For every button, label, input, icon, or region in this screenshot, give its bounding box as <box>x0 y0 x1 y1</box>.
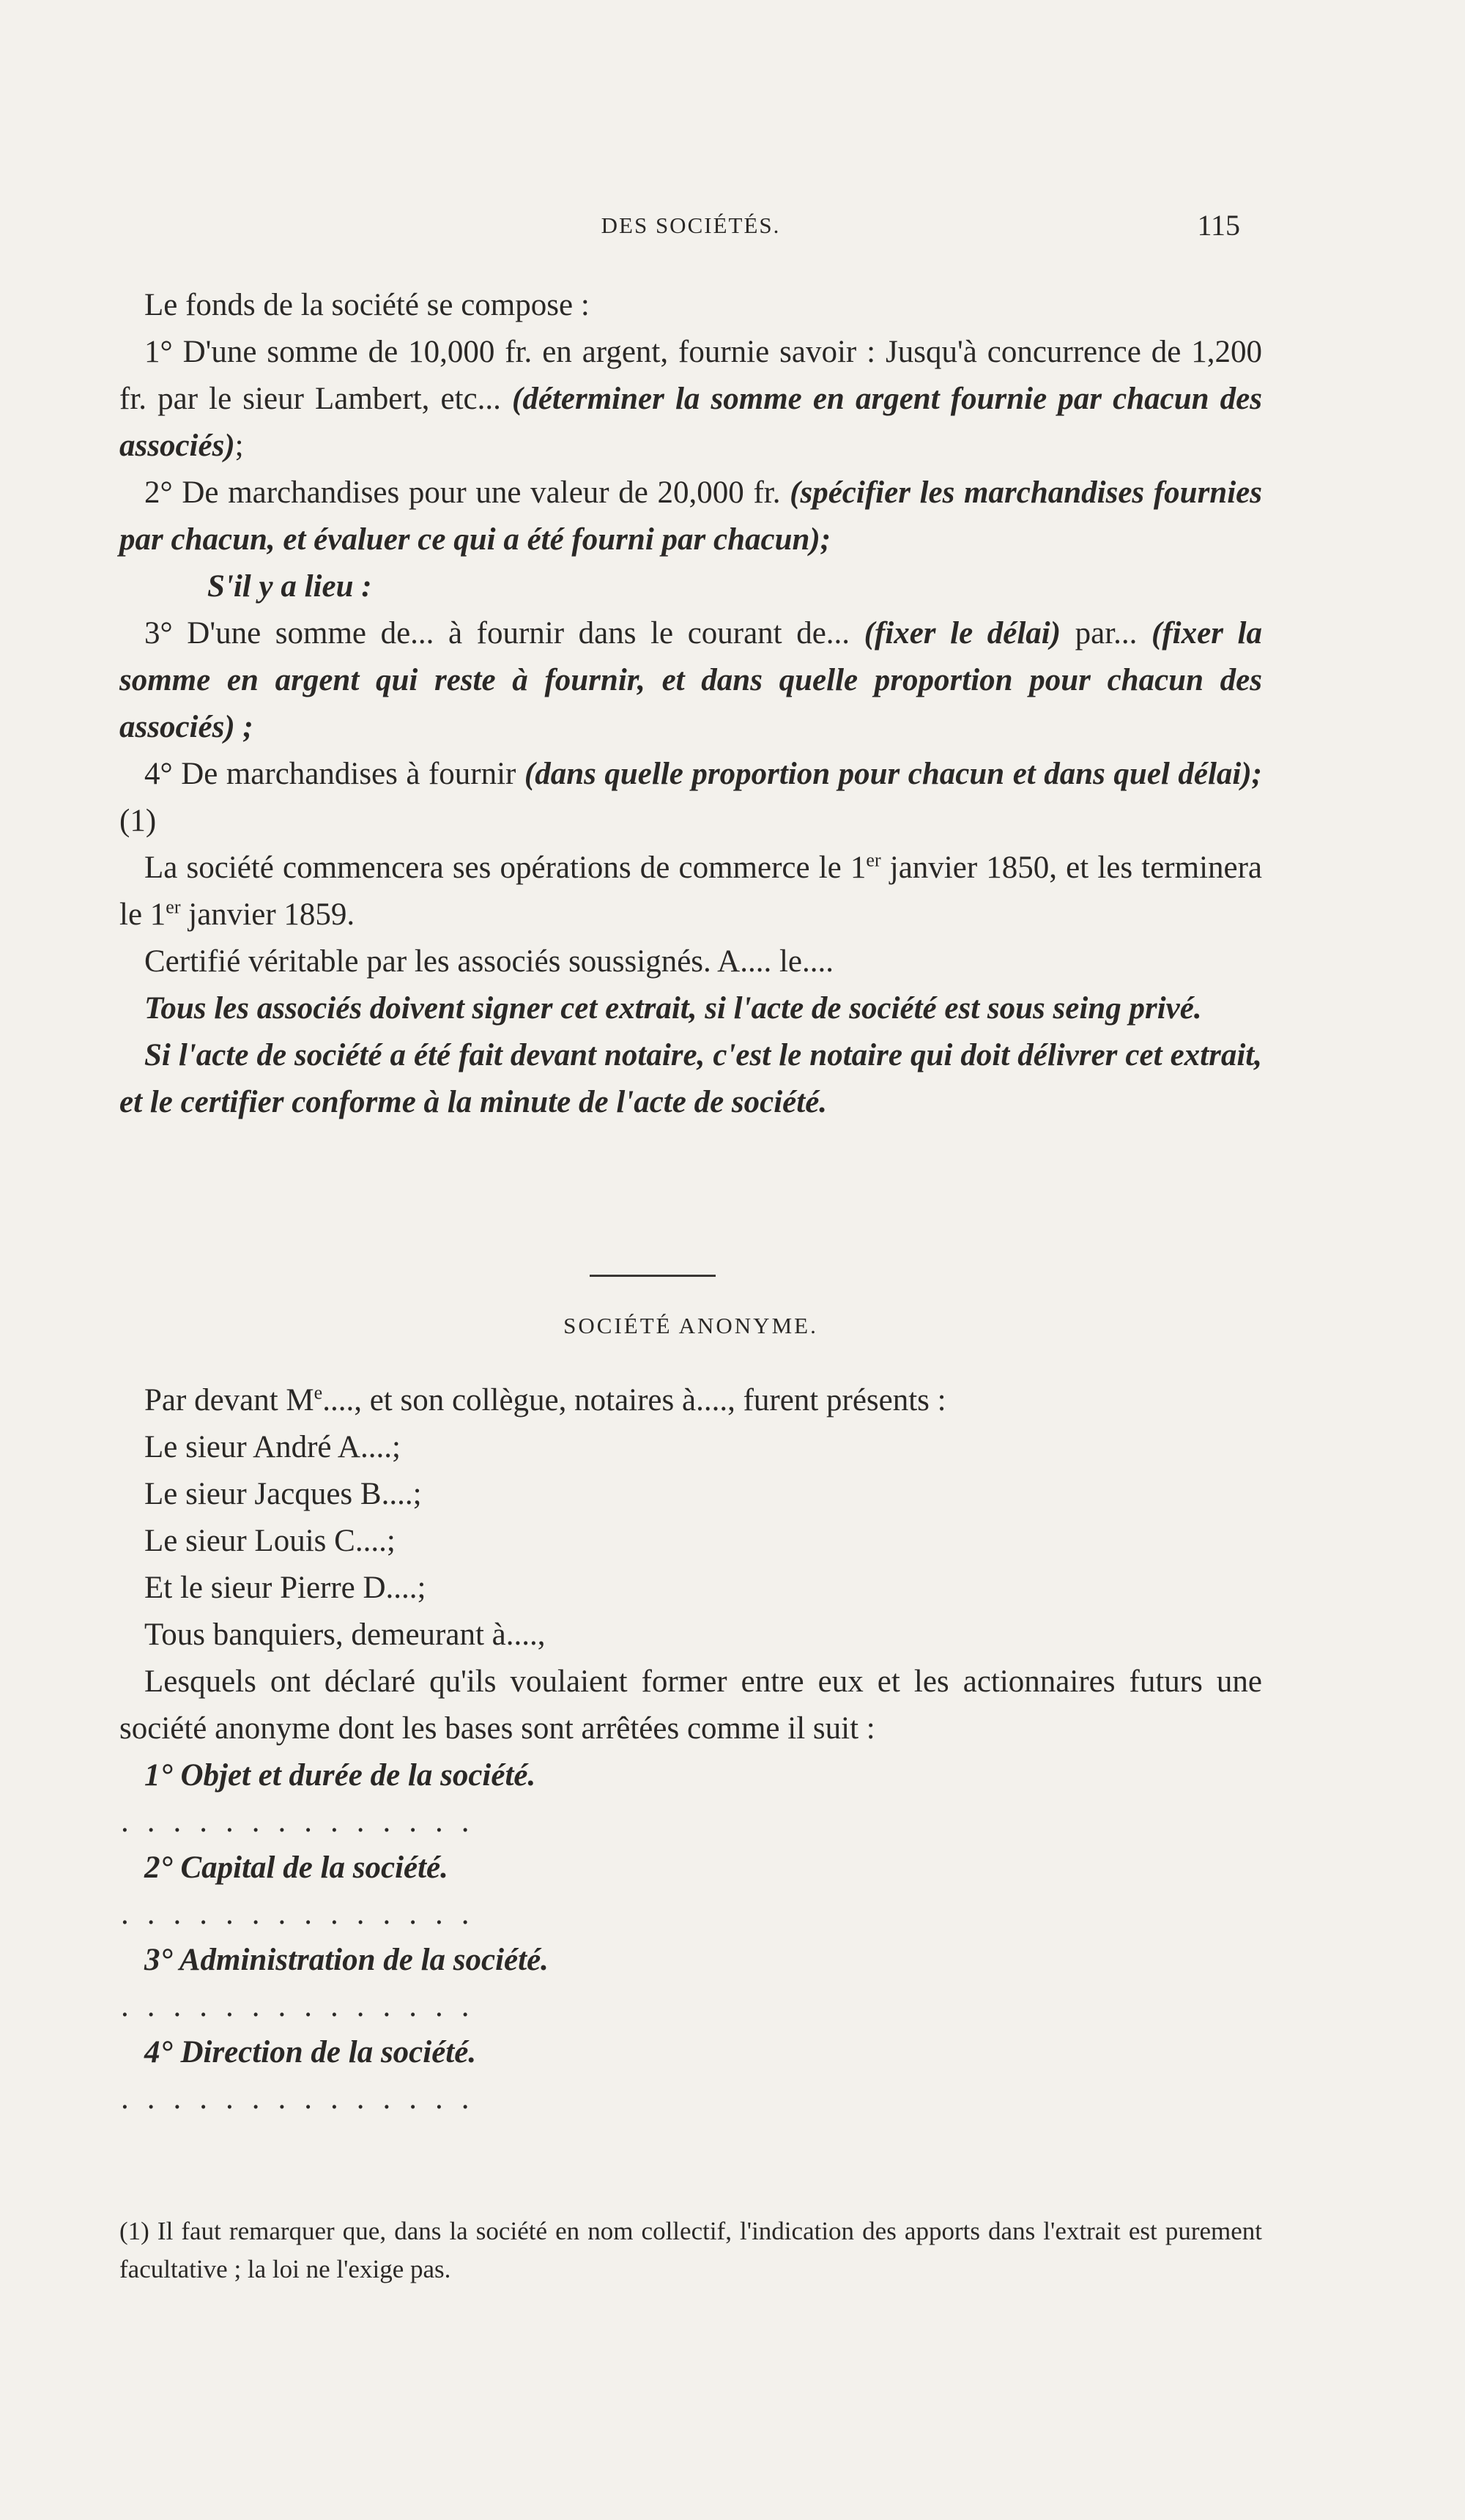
item-1-text: 1° D'une somme de 10,000 fr. en argent, fournie savoir : Jusqu'à concurrence de 1,200 fr. par le sieur Lambert, etc... <box>119 335 1262 416</box>
duration-text-3: janvier 1859. <box>180 897 355 932</box>
partnership-extract-section <box>119 282 1262 1126</box>
footnote: (1) Il faut remarquer que, dans la société en nom collectif, l'indication des apports dans l'extrait est purement facultative ; la loi ne l'exige pas. <box>119 2217 1262 2283</box>
item-2-instruction: (spécifier les marchandises fournies par chacun, et évaluer ce qui a été fourni par chacun); <box>119 475 1262 557</box>
paragraph-certification: Certifié véritable par les associés soussignés. A.... le.... <box>144 944 834 979</box>
paragraph-party-jacques: Le sieur Jacques B....; <box>144 1477 422 1511</box>
paragraph-party-andre: Le sieur André A....; <box>144 1430 401 1464</box>
heading-administration: 3° Administration de la société. <box>144 1943 549 1977</box>
anonymous-company-section <box>119 1377 1262 2121</box>
item-1-instruction: (déterminer la somme en argent fournie par chacun des associés) <box>119 382 1262 463</box>
notaries-sup: e <box>314 1382 323 1404</box>
ellipsis-row-4: .............. <box>121 2081 488 2116</box>
paragraph-item-3 <box>119 610 1262 751</box>
section-title: SOCIÉTÉ ANONYME. <box>563 1313 818 1338</box>
paragraph-item-1 <box>119 329 1262 470</box>
paragraph-notary-note: Si l'acte de société a été fait devant notaire, c'est le notaire qui doit délivrer cet extrait, et le certifier conforme à la minute de l'acte de société. <box>119 1038 1262 1119</box>
notaries-text-1: Par devant M <box>144 1383 314 1418</box>
heading-capital: 2° Capital de la société. <box>144 1850 448 1885</box>
ellipsis-row-2: .............. <box>121 1897 488 1931</box>
paragraph-party-louis: Le sieur Louis C....; <box>144 1524 396 1558</box>
page-header <box>119 209 1262 249</box>
item-3-text: 3° D'une somme de... à fournir dans le courant de... <box>144 616 864 651</box>
section-divider <box>590 1275 716 1277</box>
heading-direction: 4° Direction de la société. <box>144 2035 477 2069</box>
paragraph-signing-note: Tous les associés doivent signer cet extrait, si l'acte de société est sous seing privé. <box>144 991 1202 1026</box>
page-number: 115 <box>1197 209 1240 242</box>
item-4-text: 4° De marchandises à fournir <box>144 757 524 791</box>
duration-sup-2: er <box>166 896 181 918</box>
item-2-text: 2° De marchandises pour une valeur de 20,000 fr. <box>144 475 790 510</box>
paragraph-duration <box>119 845 1262 938</box>
paragraph-if-applicable: S'il y a lieu : <box>207 569 372 604</box>
item-4-footnote-ref: (1) <box>119 804 157 838</box>
duration-text-1: La société commencera ses opérations de commerce le 1 <box>144 850 867 885</box>
item-4-instruction: (dans quelle proportion pour chacun et dans quel délai); <box>524 757 1262 791</box>
item-1-end: ; <box>234 429 244 463</box>
heading-object-duration: 1° Objet et durée de la société. <box>144 1758 536 1793</box>
paragraph-notaries <box>119 1377 1262 1424</box>
paragraph-bankers: Tous banquiers, demeurant à...., <box>144 1617 546 1652</box>
item-3-text-2: par... <box>1061 616 1152 651</box>
duration-text-2: janvier 1850, et les terminera le 1 <box>119 850 1263 932</box>
paragraph-capital-intro: Le fonds de la société se compose : <box>144 288 590 322</box>
notaries-text-2: ...., et son collègue, notaires à...., furent présents : <box>322 1383 946 1418</box>
ellipsis-row-3: .............. <box>121 1989 488 2023</box>
paragraph-item-2 <box>119 470 1262 563</box>
running-title: DES SOCIÉTÉS. <box>601 212 781 238</box>
paragraph-party-pierre: Et le sieur Pierre D....; <box>144 1571 426 1605</box>
paragraph-declaration: Lesquels ont déclaré qu'ils voulaient former entre eux et les actionnaires futurs une société anonyme dont les bases sont arrêtées comme il suit : <box>119 1664 1262 1746</box>
item-3-instruction-delay: (fixer le délai) <box>864 616 1061 651</box>
item-3-instruction-amount: (fixer la somme en argent qui reste à fournir, et dans quelle proportion pour chacun des associés) ; <box>119 616 1262 744</box>
ellipsis-row-1: .............. <box>121 1804 488 1839</box>
paragraph-item-4 <box>119 751 1262 845</box>
duration-sup-1: er <box>866 849 881 871</box>
